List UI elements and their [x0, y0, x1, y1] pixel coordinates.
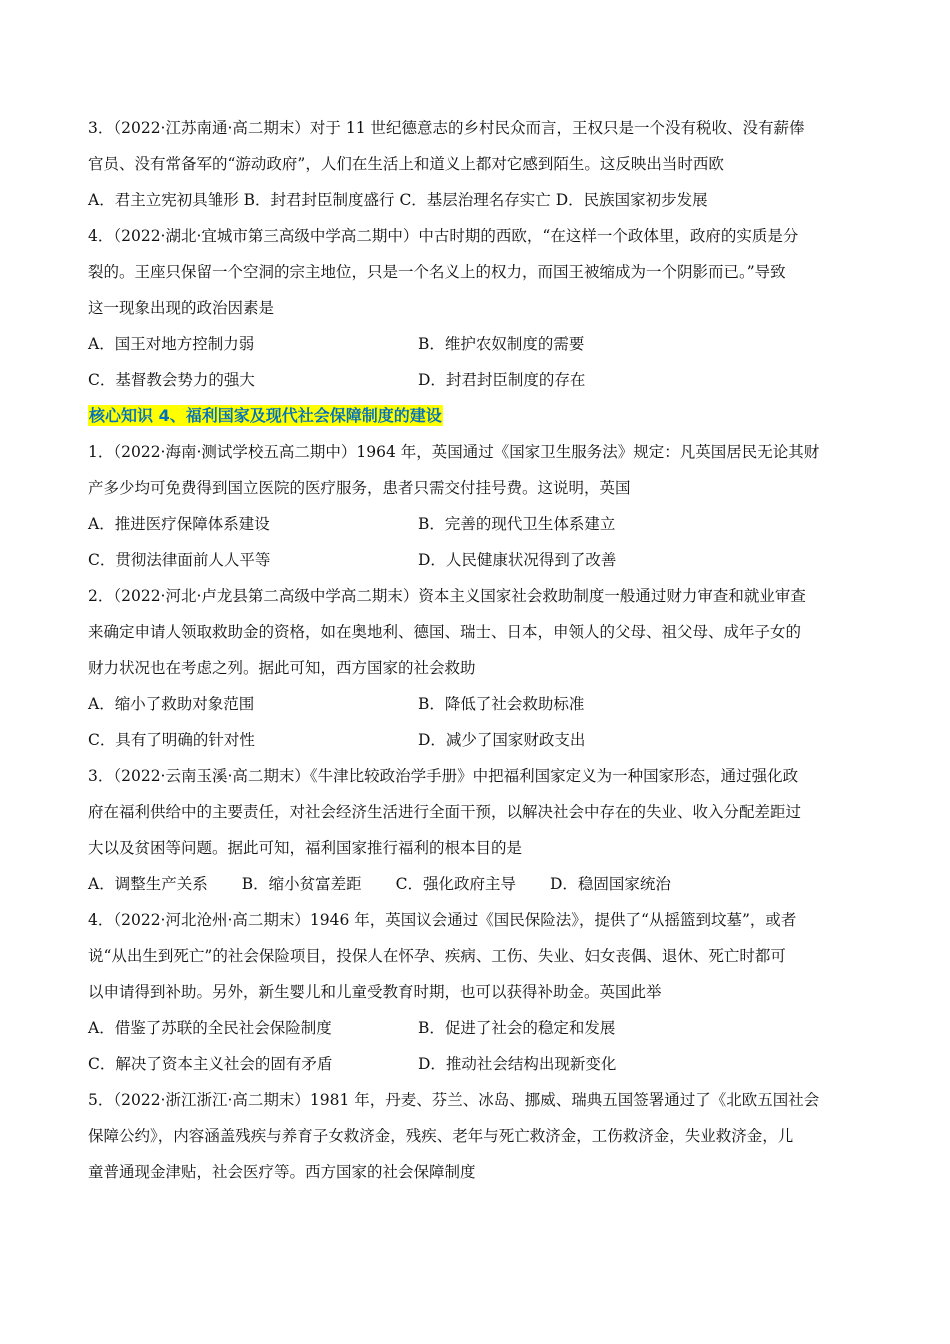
option-c: C．贯彻法律面前人人平等	[88, 551, 271, 569]
question-stem-line: 来确定申请人领取救助金的资格，如在奥地利、德国、瑞士、日本，申领人的父母、祖父母、成年子女的	[88, 623, 802, 641]
document-page	[88, 110, 878, 1190]
options-row	[88, 362, 878, 398]
question-options-inline: A．君主立宪初具雏形 B．封君封臣制度盛行 C．基层治理名存实亡 D．民族国家初步发展	[88, 191, 708, 209]
option-b: B．促进了社会的稳定和发展	[418, 1019, 616, 1037]
question-stem-line: 这一现象出现的政治因素是	[88, 299, 275, 317]
section-question-1	[88, 434, 878, 578]
option-d: D．推动社会结构出现新变化	[418, 1055, 617, 1073]
options-row	[88, 326, 878, 362]
option-a: A．推进医疗保障体系建设	[88, 515, 270, 533]
section-question-2	[88, 578, 878, 758]
options-row	[88, 1010, 878, 1046]
question-stem-line: 1．（2022·海南·测试学校五高二期中）1964 年，英国通过《国家卫生服务法》规定：凡英国居民无论其财	[88, 443, 820, 461]
question-stem-line: 裂的。王座只保留一个空洞的宗主地位，只是一个名义上的权力，而国王被缩成为一个阴影而已。”导致	[88, 263, 786, 281]
option-d: D．减少了国家财政支出	[418, 731, 586, 749]
question-stem-line: 4．（2022·湖北·宜城市第三高级中学高二期中）中古时期的西欧，“在这样一个政体里，政府的实质是分	[88, 227, 799, 245]
question-3-prev	[88, 110, 878, 218]
question-stem-line: 产多少均可免费得到国立医院的医疗服务，患者只需交付挂号费。这说明，英国	[88, 479, 631, 497]
section-heading-text: 核心知识 4、福利国家及现代社会保障制度的建设	[89, 406, 442, 425]
option-a: A．缩小了救助对象范围	[88, 695, 255, 713]
option-d: D．人民健康状况得到了改善	[418, 551, 617, 569]
option-a: A．调整生产关系	[88, 875, 208, 893]
question-stem-line: 4．（2022·河北沧州·高二期末）1946 年，英国议会通过《国民保险法》，提供了“从摇篮到坟墓”，或者	[88, 911, 797, 929]
question-stem-line: 大以及贫困等问题。据此可知，福利国家推行福利的根本目的是	[88, 839, 523, 857]
options-row	[88, 1046, 878, 1082]
question-stem-line: 以申请得到补助。另外，新生婴儿和儿童受教育时期，也可以获得补助金。英国此举	[88, 983, 662, 1001]
option-c: C．解决了资本主义社会的固有矛盾	[88, 1055, 333, 1073]
options-row	[88, 686, 878, 722]
options-row	[88, 506, 878, 542]
question-stem-line: 童普通现金津贴，社会医疗等。西方国家的社会保障制度	[88, 1163, 476, 1181]
section-question-4	[88, 902, 878, 1082]
option-d: D．封君封臣制度的存在	[418, 371, 586, 389]
option-b: B．维护农奴制度的需要	[418, 335, 585, 353]
question-stem-line: 5．（2022·浙江浙江·高二期末）1981 年，丹麦、芬兰、冰岛、挪威、瑞典五国签署通过了《北欧五国社会	[88, 1091, 820, 1109]
question-stem-line: 说“从出生到死亡”的社会保险项目，投保人在怀孕、疾病、工伤、失业、妇女丧偶、退休、死亡时都可	[88, 947, 786, 965]
section-question-5	[88, 1082, 878, 1190]
option-b: B．缩小贫富差距	[241, 875, 362, 893]
option-a: A．国王对地方控制力弱	[88, 335, 255, 353]
question-stem-line: 财力状况也在考虑之列。据此可知，西方国家的社会救助	[88, 659, 476, 677]
question-stem-line: 府在福利供给中的主要责任，对社会经济生活进行全面干预，以解决社会中存在的失业、收入分配差距过	[88, 803, 802, 821]
option-b: B．降低了社会救助标准	[418, 695, 585, 713]
options-row	[88, 542, 878, 578]
question-stem-line: 官员、没有常备军的“游动政府”，人们在生活上和道义上都对它感到陌生。这反映出当时西欧	[88, 155, 724, 173]
option-c: C．基督教会势力的强大	[88, 371, 255, 389]
question-stem-line: 保障公约》，内容涵盖残疾与养育子女救济金，残疾、老年与死亡救济金，工伤救济金，失业救济金，儿	[88, 1127, 794, 1145]
option-a: A．借鉴了苏联的全民社会保险制度	[88, 1019, 332, 1037]
section-heading	[88, 398, 878, 434]
question-stem-line: 3．（2022·江苏南通·高二期末）对于 11 世纪德意志的乡村民众而言，王权只是一个没有税收、没有薪俸	[88, 119, 805, 137]
question-4-prev	[88, 218, 878, 398]
question-stem-line: 2．（2022·河北·卢龙县第二高级中学高二期末）资本主义国家社会救助制度一般通过财力审查和就业审查	[88, 587, 806, 605]
option-c: C．具有了明确的针对性	[88, 731, 255, 749]
section-question-3	[88, 758, 878, 902]
question-stem-line: 3．（2022·云南玉溪·高二期末）《牛津比较政治学手册》中把福利国家定义为一种国家形态，通过强化政	[88, 767, 799, 785]
option-c: C．强化政府主导	[395, 875, 516, 893]
option-d: D．稳固国家统治	[549, 875, 671, 893]
options-row	[88, 722, 878, 758]
option-b: B．完善的现代卫生体系建立	[418, 515, 616, 533]
options-row	[88, 866, 878, 902]
